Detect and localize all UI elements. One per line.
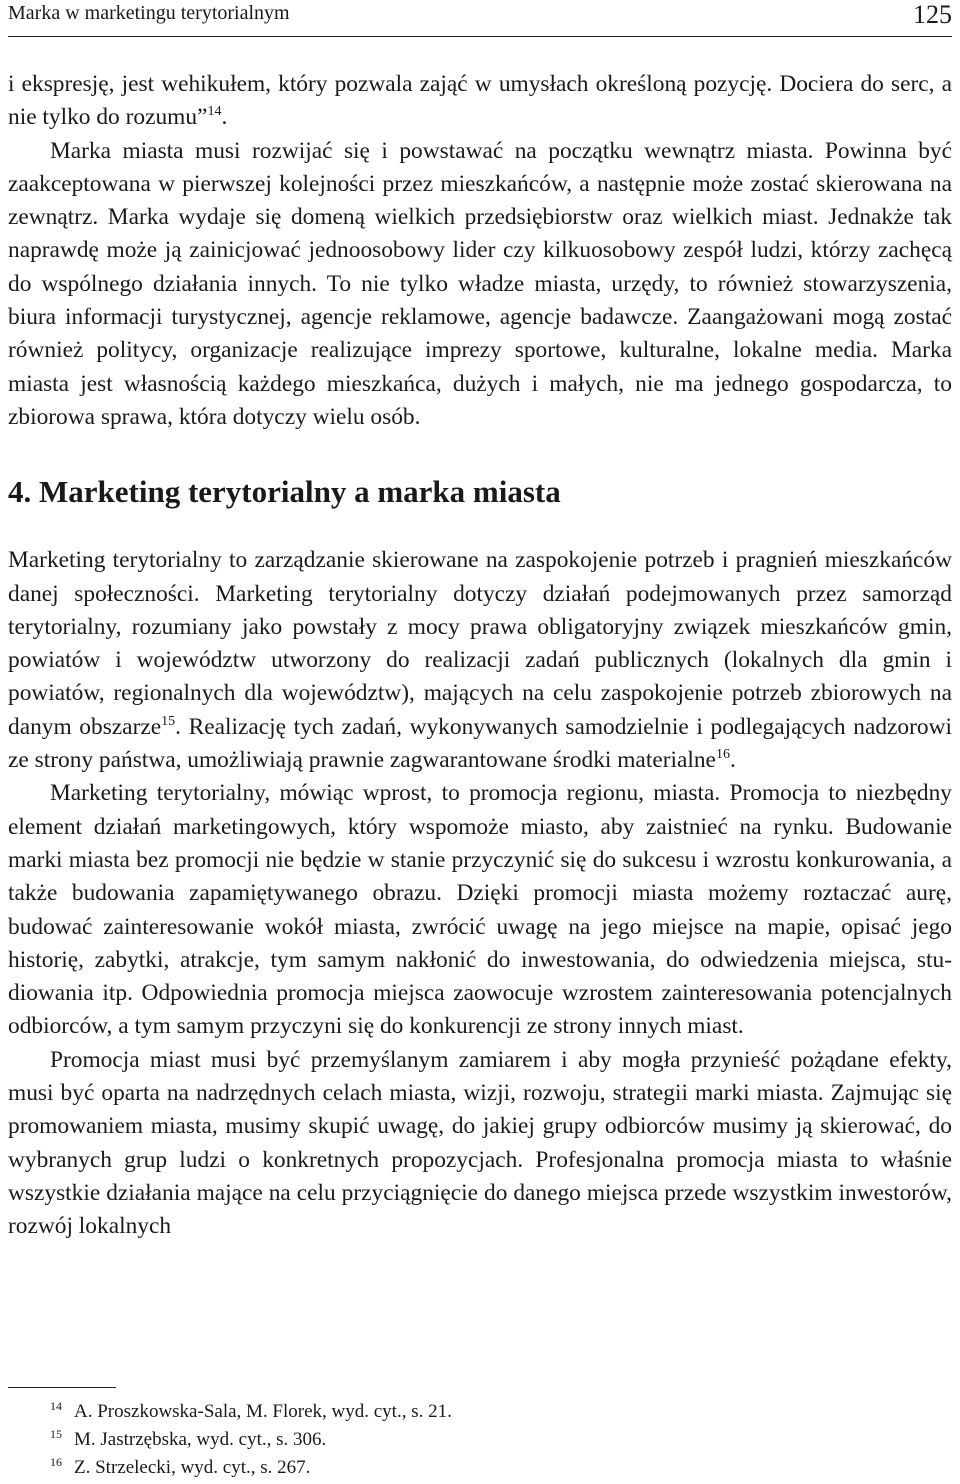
paragraph-text: . (221, 104, 228, 131)
footnote-text: Z. Strzelecki, wyd. cyt., s. 267. (74, 1457, 311, 1478)
footnote-number: 15 (50, 1427, 62, 1441)
paragraph-text: i ekspresję, jest wehikułem, który pozwala zająć w umysłach określoną pozycję. Dociera do serc, a nie tylko do rozumu” (8, 71, 952, 131)
page-number: 125 (913, 0, 952, 29)
paragraph: Promocja miast musi być przemyślanym zamiarem i aby mogła przynieść pożądane efekty, musi być oparta na nadrzędnych celach miasta, wizji, rozwoju, strategii marki miasta. Zajmując się promowaniem miasta, musimy skupić uwagę, do jakiej grupy odbiorców musimy ją skierować, do wybranych grup ludzi o konkretnych propozycjach. Profesjonalna promocja miasta to właśnie wszystkie działania mające na celu przyciągnięcie do danego miejsca przede wszystkim inwestorów, rozwój lokalnych (8, 1046, 952, 1240)
paragraph: Marketing terytorialny, mówiąc wprost, to promocja regionu, miasta. Promocja to niezbędny element działań marketingowych, który wspomoże miasto, aby zaistnieć na rynku. Budowanie marki miasta bez promocji nie będzie w stanie przyczynić się do sukcesu i wzrostu konkurowania, a także budowania zapamiętywanego obrazu. Dzięki promocji miasta możemy roztaczać aurę, budować zainteresowanie wokół miasta, zwrócić uwagę na jego miejsce na mapie, opisać jego historię, zabytki, atrakcje, tym samym nakłonić do inwestowania, do odwiedzenia miejsca, studiowania itp. Odpowiednia promocja miejsca zaowocuje wzrostem zainteresowania potencjalnych odbiorców, a tym samym przyczyni się do konkurencji ze strony innych miast. (8, 780, 952, 1040)
paragraph-continued (8, 68, 952, 135)
paragraph (8, 544, 952, 777)
paragraph-text: . (729, 747, 736, 774)
paragraph: Marka miasta musi rozwijać się i powstawać na początku wewnątrz miasta. Powinna być zaakceptowana w pierwszej kolejności przez mieszkańców, a następnie może zostać skierowana na zewnątrz. Marka wydaje się domeną wielkich przedsiębiorstw oraz wielkich miast. Jednakże tak naprawdę może ją zainicjować jednoosobowy lider czy kilkuosobowy zespół ludzi, którzy zachęcą do wspólnego działania innych. To nie tylko władze miasta, urzędy, to również stowarzyszenia, biura informacji turystycznej, agencje reklamowe, agencje badawcze. Zaangażowani mogą zostać również politycy, organizacje realizujące imprezy sportowe, kulturalne, lokalne media. Marka miasta jest własnością każdego mieszkańca, dużych i małych, nie ma jednego gospodarcza, to zbiorowa sprawa, która dotyczy wielu osób. (8, 137, 952, 430)
paragraph-text: Marketing terytorialny to zarządzanie skierowane na zaspokojenie potrzeb i pragnień mieszkańców danej społeczności. Marketing terytorialny dotyczy działań podejmowanych przez samorząd terytorialny, rozumiany jako powstały z mocy prawa obligatoryjny związek mieszkańców gmin, powiatów i województw utworzony do realizacji zadań publicznych (lokalnych dla gmin i powiatów, regionalnych dla województw), mających na celu zaspokojenie potrzeb zbiorowych na danym obszarze (8, 547, 952, 740)
footnotes (50, 1398, 452, 1482)
footnote-text: M. Jastrzębska, wyd. cyt., s. 306. (74, 1429, 327, 1450)
footnote-ref-15[interactable]: 15 (161, 713, 176, 729)
footnote-number: 14 (50, 1399, 62, 1413)
paragraph-text: . Realizację tych zadań, wykonywanych samodzielnie i podlegających nadzorowi ze strony państwa, umożliwiają prawnie zagwarantowane środki materialne (8, 713, 952, 774)
footnote-divider (8, 1387, 116, 1388)
footnote-ref-16[interactable]: 16 (715, 747, 730, 763)
footnote-15 (50, 1426, 452, 1454)
footnote-text: A. Proszkowska-Sala, M. Florek, wyd. cyt., s. 21. (74, 1401, 452, 1422)
footnote-ref-14[interactable]: 14 (207, 104, 222, 120)
footnote-14 (50, 1398, 452, 1426)
section-heading: 4. Marketing terytorialny a marka miasta (8, 474, 561, 510)
footnote-16 (50, 1454, 452, 1482)
main-text (8, 68, 952, 1244)
footnote-number: 16 (50, 1455, 62, 1469)
running-head (8, 0, 952, 37)
running-head-title: Marka w marketingu terytorialnym (8, 2, 290, 24)
